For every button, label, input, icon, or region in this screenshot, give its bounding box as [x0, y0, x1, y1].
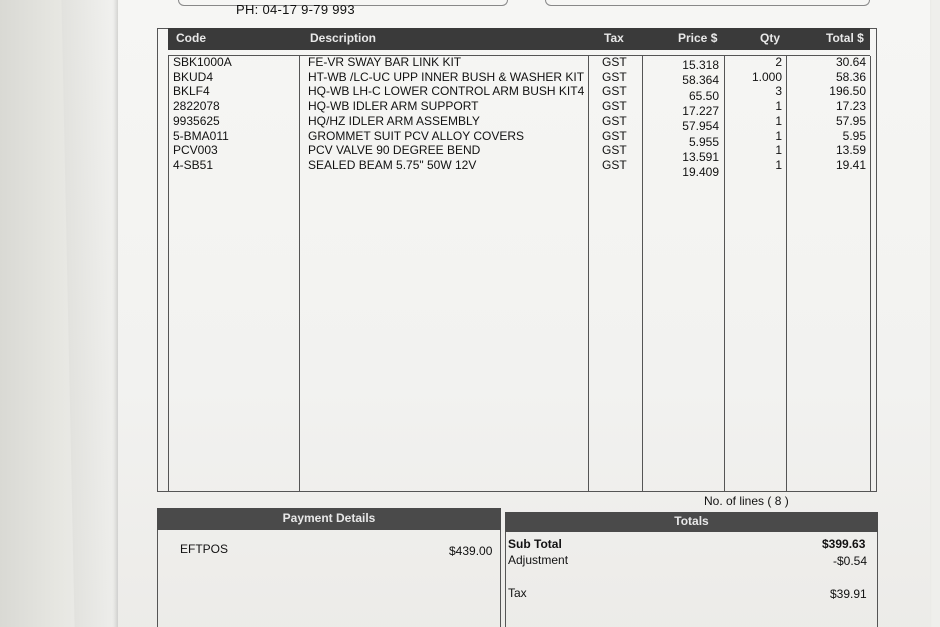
column-divider [299, 56, 300, 492]
cell-price: 65.50 [688, 88, 719, 103]
cell-description: HT-WB /LC-UC UPP INNER BUSH & WASHER KIT [308, 69, 585, 84]
cell-price: 13.591 [682, 149, 719, 164]
payment-amount: $439.00 [449, 544, 493, 558]
col-header-qty: Qty [760, 31, 781, 45]
cell-total: 30.64 [835, 55, 866, 69]
cell-qty: 1 [775, 143, 782, 158]
cell-total: 196.50 [829, 84, 866, 99]
cell-code: 4-SB51 [173, 157, 214, 172]
line-count: No. of lines ( 8 ) [704, 494, 789, 508]
cell-price: 57.954 [682, 119, 719, 134]
cell-tax: GST [602, 143, 627, 158]
cell-tax: GST [602, 113, 627, 128]
col-header-price: Price $ [678, 31, 718, 45]
totals-title: Totals [505, 512, 878, 532]
cell-tax: GST [602, 55, 627, 69]
cell-tax: GST [602, 69, 627, 84]
cell-price: 15.318 [682, 58, 719, 72]
cell-qty: 1 [775, 99, 782, 114]
tax-value: $39.91 [830, 587, 867, 601]
cell-code: BKLF4 [173, 84, 210, 99]
cell-price: 19.409 [682, 165, 719, 180]
cell-code: 5-BMA011 [173, 128, 229, 143]
payment-method: EFTPOS [180, 542, 229, 556]
adjustment-value: -$0.54 [833, 554, 868, 568]
phone-number: PH: 04-17 9-79 993 [236, 2, 355, 17]
cell-description: PCV VALVE 90 DEGREE BEND [308, 143, 481, 158]
cell-tax: GST [602, 128, 627, 143]
cell-total: 19.41 [835, 157, 866, 172]
cell-qty: 1 [775, 157, 782, 172]
cell-total: 5.95 [842, 128, 866, 143]
subtotal-value: $399.63 [822, 537, 866, 551]
cell-tax: GST [602, 157, 627, 172]
col-header-description: Description [310, 31, 377, 45]
cell-price: 5.955 [688, 134, 719, 149]
cell-code: 2822078 [173, 99, 220, 114]
cell-description: FE-VR SWAY BAR LINK KIT [308, 55, 462, 69]
cell-total: 17.23 [835, 99, 866, 114]
cell-description: HQ-WB LH-C LOWER CONTROL ARM BUSH KIT4 [308, 84, 585, 99]
cell-description: HQ-WB IDLER ARM SUPPORT [308, 99, 479, 114]
cell-tax: GST [602, 84, 627, 99]
col-header-code: Code [176, 31, 206, 45]
col-header-tax: Tax [604, 31, 624, 45]
cell-qty: 1 [775, 113, 782, 128]
cell-price: 17.227 [682, 103, 719, 118]
cell-tax: GST [602, 99, 627, 114]
cell-code: 9935625 [173, 113, 220, 128]
cell-description: SEALED BEAM 5.75" 50W 12V [308, 157, 477, 172]
col-header-total: Total $ [826, 31, 864, 45]
cell-code: BKUD4 [173, 69, 214, 84]
top-box-right [545, 0, 870, 6]
column-divider [870, 56, 871, 492]
cell-qty: 3 [775, 84, 782, 99]
column-divider [588, 56, 589, 492]
cell-qty: 1.000 [751, 69, 782, 84]
cell-description: GROMMET SUIT PCV ALLOY COVERS [308, 128, 525, 143]
tax-label: Tax [508, 586, 527, 600]
cell-total: 58.36 [835, 69, 866, 84]
cell-qty: 2 [775, 55, 782, 69]
cell-qty: 1 [775, 128, 782, 143]
subtotal-label: Sub Total [508, 537, 562, 551]
table-header [168, 28, 870, 50]
cell-code: PCV003 [173, 143, 218, 158]
cell-code: SBK1000A [173, 55, 232, 69]
cell-total: 57.95 [835, 113, 866, 128]
cell-total: 13.59 [835, 143, 866, 158]
payment-details-title: Payment Details [157, 508, 501, 530]
adjustment-label: Adjustment [508, 553, 569, 567]
cell-description: HQ/HZ IDLER ARM ASSEMBLY [308, 113, 480, 128]
cell-price: 58.364 [682, 73, 719, 88]
column-divider [168, 56, 169, 492]
